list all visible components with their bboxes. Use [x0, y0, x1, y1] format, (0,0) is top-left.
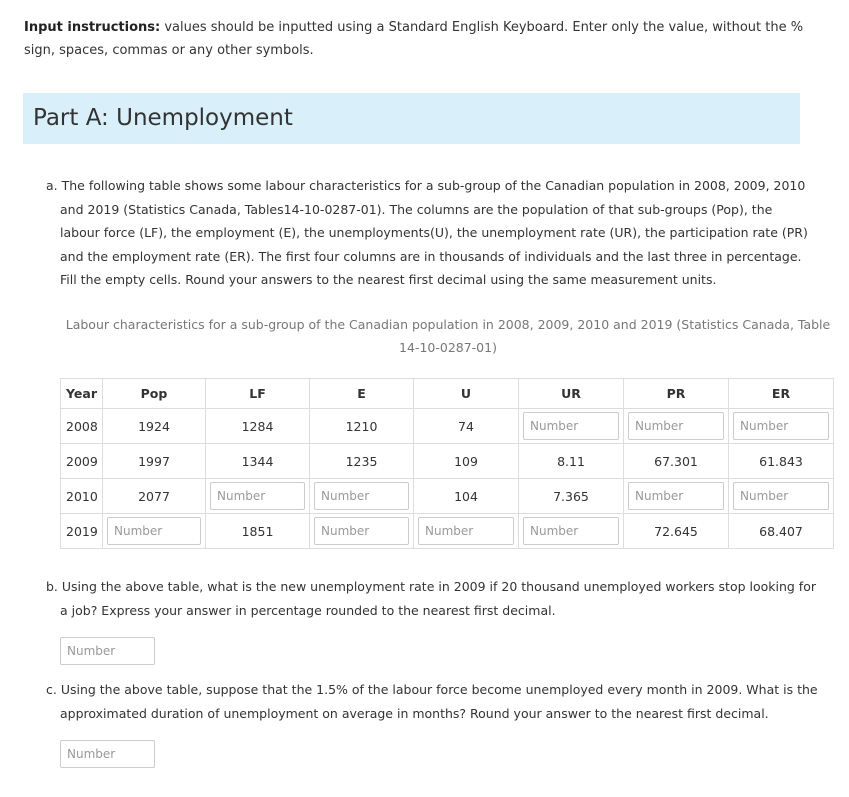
col-header-e: E	[310, 379, 414, 409]
col-header-pop: Pop	[103, 379, 206, 409]
question-a-text: a. The following table shows some labour characteristics for a sub-group of the Canadian population in 2008, 2009, 2010 and 2019 (Statistics Canada, Tables14-10-0287-01). The columns are the population of that sub-groups (Pop), the labour force (LF), the employment (E), the unemployments(U), the unemployment rate (UR), the participation rate (PR) and the employment rate (ER). The first four columns are in thousands of individuals and the last three in percentage. Fill the empty cells. Round your answers to the nearest first decimal using the same measurement units.	[46, 178, 808, 287]
ur-2019-input[interactable]	[523, 517, 619, 545]
question-c-answer-input[interactable]	[60, 740, 155, 768]
col-header-er: ER	[729, 379, 834, 409]
cell-lf: 1284	[206, 409, 310, 444]
cell-u: 109	[414, 444, 519, 479]
col-header-u: U	[414, 379, 519, 409]
cell-ur	[519, 514, 624, 549]
cell-pop	[103, 514, 206, 549]
cell-e: 1210	[310, 409, 414, 444]
instructions-text: values should be inputted using a Standard English Keyboard. Enter only the value, without the % sign, spaces, commas or any other symbols.	[24, 20, 804, 58]
cell-lf	[206, 479, 310, 514]
table-row	[61, 409, 834, 444]
cell-pop: 2077	[103, 479, 206, 514]
u-2019-input[interactable]	[418, 517, 514, 545]
table-row	[61, 514, 834, 549]
cell-year: 2008	[61, 409, 103, 444]
cell-e: 1235	[310, 444, 414, 479]
lf-2010-input[interactable]	[210, 482, 305, 510]
cell-year: 2010	[61, 479, 103, 514]
table-header-row	[61, 379, 834, 409]
cell-u: 104	[414, 479, 519, 514]
cell-er: 61.843	[729, 444, 834, 479]
question-c-text: c. Using the above table, suppose that the 1.5% of the labour force become unemployed every month in 2009. What is the approximated duration of unemployment on average in months? Round your answer to the nearest first decimal.	[46, 682, 818, 721]
col-header-lf: LF	[206, 379, 310, 409]
labour-table	[60, 378, 834, 549]
e-2019-input[interactable]	[314, 517, 409, 545]
cell-lf: 1344	[206, 444, 310, 479]
pr-2008-input[interactable]	[628, 412, 724, 440]
cell-pr	[624, 479, 729, 514]
table-row	[61, 479, 834, 514]
cell-er	[729, 409, 834, 444]
cell-ur: 8.11	[519, 444, 624, 479]
col-header-year: Year	[61, 379, 103, 409]
e-2010-input[interactable]	[314, 482, 409, 510]
table-caption: Labour characteristics for a sub-group of the Canadian population in 2008, 2009, 2010 and 2019 (Statistics Canada, Table 14-10-0287-01)	[65, 317, 831, 355]
part-a-header: Part A: Unemployment	[23, 93, 800, 144]
cell-pop: 1997	[103, 444, 206, 479]
cell-pr: 67.301	[624, 444, 729, 479]
table-row	[61, 444, 834, 479]
cell-year: 2009	[61, 444, 103, 479]
pop-2019-input[interactable]	[107, 517, 201, 545]
cell-u	[414, 514, 519, 549]
col-header-ur: UR	[519, 379, 624, 409]
cell-pop: 1924	[103, 409, 206, 444]
input-instructions	[24, 16, 814, 62]
cell-ur: 7.365	[519, 479, 624, 514]
pr-2010-input[interactable]	[628, 482, 724, 510]
cell-er	[729, 479, 834, 514]
er-2010-input[interactable]	[733, 482, 829, 510]
ur-2008-input[interactable]	[523, 412, 619, 440]
cell-e	[310, 479, 414, 514]
cell-pr: 72.645	[624, 514, 729, 549]
cell-u: 74	[414, 409, 519, 444]
question-b-text: b. Using the above table, what is the new unemployment rate in 2009 if 20 thousand unemployed workers stop looking for a job? Express your answer in percentage rounded to the nearest first decimal.	[46, 579, 816, 618]
cell-er: 68.407	[729, 514, 834, 549]
col-header-pr: PR	[624, 379, 729, 409]
question-b-answer-input[interactable]	[60, 637, 155, 665]
cell-year: 2019	[61, 514, 103, 549]
cell-ur	[519, 409, 624, 444]
instructions-label: Input instructions:	[24, 20, 161, 35]
cell-pr	[624, 409, 729, 444]
er-2008-input[interactable]	[733, 412, 829, 440]
cell-e	[310, 514, 414, 549]
cell-lf: 1851	[206, 514, 310, 549]
